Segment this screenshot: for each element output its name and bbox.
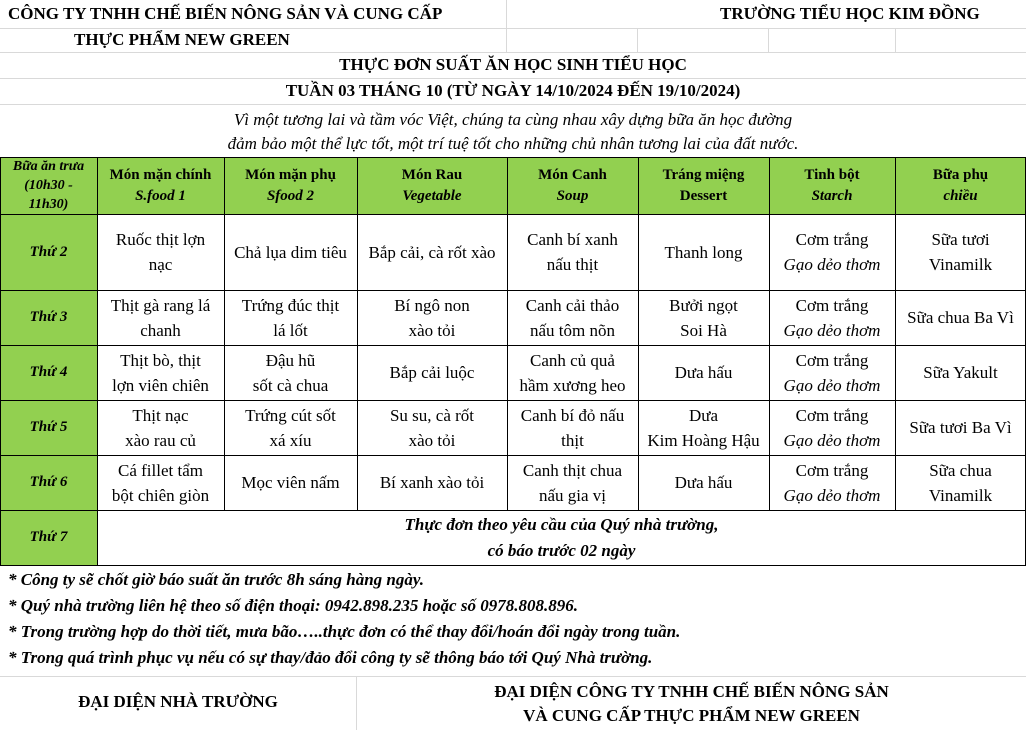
table-border	[0, 565, 1026, 566]
column-header-vegetable: Món Rau Vegetable	[401, 166, 463, 204]
menu-cell-afternoon-snack	[895, 345, 1026, 400]
menu-cell-side-dish	[224, 455, 357, 510]
company-name-line2: THỰC PHẨM NEW GREEN	[74, 30, 290, 49]
note-2: * Quý nhà trường liên hệ theo số điện thoại: 0942.898.235 hoặc số 0978.808.896.	[8, 596, 578, 615]
menu-cell-line: Canh bí xanh	[527, 230, 618, 249]
menu-cell-line: Trứng cút sốt	[245, 405, 336, 425]
menu-cell-line: Gạo dẻo thơm	[783, 430, 881, 450]
menu-cell-vegetable	[357, 214, 507, 290]
table-border	[0, 510, 1026, 511]
day-label: Thứ 5	[29, 419, 68, 435]
menu-cell-line: Thịt bò, thịt	[120, 350, 201, 370]
menu-cell-line: Thanh long	[664, 242, 743, 262]
table-border	[0, 214, 1026, 215]
table-border	[638, 157, 639, 510]
menu-cell-line: Su su, cà rốt	[389, 405, 475, 425]
menu-cell-line: Cơm trắng	[795, 230, 869, 249]
menu-cell-line: Kim Hoàng Hậu	[647, 430, 760, 450]
menu-cell-soup	[507, 345, 638, 400]
gridline	[768, 28, 769, 52]
menu-cell-line: nấu gia vị	[538, 485, 607, 505]
menu-cell-line: Vinamilk	[928, 485, 993, 505]
menu-cell-line: Dưa	[688, 405, 719, 425]
menu-cell-soup	[507, 290, 638, 345]
menu-cell-line: Vinamilk	[928, 255, 993, 274]
menu-cell-soup	[507, 400, 638, 455]
menu-cell-soup	[507, 214, 638, 290]
menu-cell-line: Canh củ quả	[530, 350, 615, 370]
day-label: Thứ 4	[29, 364, 68, 380]
gridline	[895, 28, 896, 52]
table-border	[0, 345, 1026, 346]
menu-cell-soup	[507, 455, 638, 510]
menu-cell-main-dish	[97, 400, 224, 455]
menu-cell-line: Đậu hũ	[265, 350, 316, 370]
menu-cell-starch	[769, 214, 895, 290]
menu-cell-dessert	[638, 290, 769, 345]
menu-cell-line: Dưa hấu	[674, 473, 733, 492]
menu-cell-line: Cơm trắng	[795, 295, 869, 315]
menu-cell-line: Canh cải thảo	[525, 295, 620, 315]
column-header-afternoon-snack: Bữa phụ chiều	[932, 166, 989, 204]
menu-cell-line: thịt	[561, 430, 584, 450]
menu-title: THỰC ĐƠN SUẤT ĂN HỌC SINH TIỂU HỌC	[339, 55, 687, 74]
table-border	[224, 157, 225, 510]
table-border	[0, 290, 1026, 291]
menu-cell-line: Bí ngô non	[394, 295, 470, 315]
menu-cell-line: Cơm trắng	[795, 350, 869, 370]
menu-cell-line: Bí xanh xào tỏi	[379, 473, 485, 492]
menu-cell-line: Dưa hấu	[674, 363, 733, 382]
menu-cell-line: sốt cà chua	[252, 375, 329, 395]
menu-cell-dessert	[638, 345, 769, 400]
menu-cell-side-dish	[224, 214, 357, 290]
menu-cell-afternoon-snack	[895, 214, 1026, 290]
day-label: Thứ 3	[29, 309, 68, 325]
menu-cell-dessert	[638, 400, 769, 455]
menu-cell-line: xá xíu	[269, 430, 312, 450]
day-label-saturday: Thứ 7	[29, 529, 68, 545]
column-header-dessert: Tráng miệng Dessert	[662, 166, 745, 204]
school-representative: ĐẠI DIỆN NHÀ TRƯỜNG	[78, 692, 278, 711]
menu-cell-line: Cơm trắng	[795, 405, 869, 425]
menu-cell-line: Canh thịt chua	[522, 460, 623, 480]
column-header-starch: Tinh bột Starch	[804, 166, 860, 204]
gridline	[0, 78, 1026, 79]
gridline	[637, 28, 638, 52]
menu-cell-line: lợn viên chiên	[112, 375, 209, 395]
menu-cell-main-dish	[97, 290, 224, 345]
menu-cell-line: lá lốt	[273, 320, 308, 340]
menu-cell-line: Chả lụa dim tiêu	[234, 242, 347, 262]
column-header-main-dish: Món mặn chính S.food 1	[109, 166, 212, 204]
menu-cell-main-dish	[97, 455, 224, 510]
menu-cell-line: Trứng đúc thịt	[241, 295, 340, 315]
gridline	[0, 104, 1026, 105]
menu-cell-line: Bắp cải luộc	[389, 363, 475, 382]
menu-cell-vegetable	[357, 400, 507, 455]
day-label: Thứ 2	[29, 243, 68, 260]
week-title: TUẦN 03 THÁNG 10 (TỪ NGÀY 14/10/2024 ĐẾN 19/10/2024)	[285, 81, 741, 100]
menu-cell-vegetable	[357, 290, 507, 345]
gridline	[0, 676, 1026, 677]
menu-cell-line: Sữa chua	[929, 460, 992, 480]
company-representative-line1: ĐẠI DIỆN CÔNG TY TNHH CHẾ BIẾN NÔNG SẢN	[494, 682, 889, 701]
menu-cell-afternoon-snack	[895, 455, 1026, 510]
menu-cell-line: Gạo dẻo thơm	[783, 485, 881, 505]
menu-cell-line: Cơm trắng	[795, 460, 869, 480]
menu-cell-line: nấu tôm nõn	[530, 320, 615, 340]
gridline	[0, 28, 1026, 29]
menu-cell-afternoon-snack	[895, 400, 1026, 455]
gridline	[0, 52, 1026, 53]
table-border	[0, 455, 1026, 456]
menu-cell-afternoon-snack	[895, 290, 1026, 345]
menu-cell-line: Sữa chua Ba Vì	[907, 308, 1014, 327]
menu-cell-line: Bưởi ngọt	[669, 295, 738, 315]
menu-cell-line: Thịt gà rang lá	[110, 295, 211, 315]
menu-cell-line: Gạo dẻo thơm	[783, 255, 881, 274]
table-border	[0, 400, 1026, 401]
gridline	[506, 0, 507, 52]
menu-cell-line: Mọc viên nấm	[241, 473, 340, 492]
menu-cell-starch	[769, 400, 895, 455]
slogan-line2: đảm bảo một thể lực tốt, một trí tuệ tốt cho những chủ nhân tương lai của đất nước.	[227, 134, 799, 153]
column-header-side-dish: Món mặn phụ Sfood 2	[245, 166, 336, 204]
menu-cell-side-dish	[224, 345, 357, 400]
table-border	[357, 157, 358, 510]
menu-cell-starch	[769, 345, 895, 400]
menu-cell-line: xào rau củ	[125, 430, 196, 450]
menu-cell-main-dish	[97, 345, 224, 400]
menu-cell-line: nấu thịt	[546, 255, 599, 274]
school-name: TRƯỜNG TIỂU HỌC KIM ĐỒNG	[720, 4, 980, 23]
menu-cell-line: chanh	[140, 320, 181, 340]
table-border	[769, 157, 770, 510]
menu-cell-vegetable	[357, 345, 507, 400]
company-representative-line2: VÀ CUNG CẤP THỰC PHẨM NEW GREEN	[523, 706, 860, 725]
column-header-soup: Món Canh Soup	[538, 166, 607, 204]
menu-cell-line: hầm xương heo	[519, 375, 626, 395]
menu-cell-main-dish	[97, 214, 224, 290]
menu-cell-line: Canh bí đỏ nấu	[520, 405, 625, 425]
note-3: * Trong trường hợp do thời tiết, mưa bão…..thực đơn có thể thay đổi/hoán đổi ngày trong tuần.	[8, 622, 681, 641]
table-border	[97, 157, 98, 565]
table-border	[895, 157, 896, 510]
menu-cell-line: bột chiên giòn	[111, 485, 210, 505]
company-name-line1: CÔNG TY TNHH CHẾ BIẾN NÔNG SẢN VÀ CUNG CẤP	[8, 4, 443, 23]
menu-cell-line: Sữa tươi	[931, 230, 990, 249]
table-border	[507, 157, 508, 510]
menu-cell-side-dish	[224, 290, 357, 345]
slogan-line1: Vì một tương lai và tầm vóc Việt, chúng ta cùng nhau xây dựng bữa ăn học đường	[233, 110, 793, 129]
menu-cell-side-dish	[224, 400, 357, 455]
menu-cell-line: Sữa tươi Ba Vì	[909, 418, 1012, 437]
menu-cell-line: Ruốc thịt lợn	[115, 230, 206, 249]
menu-cell-line: Gạo dẻo thơm	[783, 320, 881, 340]
menu-cell-dessert	[638, 455, 769, 510]
menu-cell-vegetable	[357, 455, 507, 510]
menu-cell-line: nạc	[148, 255, 173, 274]
menu-cell-line: xào tỏi	[408, 320, 456, 340]
menu-cell-starch	[769, 455, 895, 510]
note-4: * Trong quá trình phục vụ nếu có sự thay/đảo đổi công ty sẽ thông báo tới Quý Nhà trường.	[8, 648, 653, 667]
menu-cell-line: Bắp cải, cà rốt xào	[368, 242, 496, 262]
corner-header: Bữa ăn trưa (10h30 - 11h30)	[12, 159, 85, 212]
menu-cell-line: xào tỏi	[408, 430, 456, 450]
menu-cell-starch	[769, 290, 895, 345]
table-border	[0, 157, 1026, 158]
menu-cell-line: Sữa Yakult	[923, 363, 998, 382]
menu-cell-line: Gạo dẻo thơm	[783, 375, 881, 395]
menu-cell-dessert	[638, 214, 769, 290]
table-border	[0, 157, 1, 565]
day-label: Thứ 6	[29, 474, 68, 490]
note-1: * Công ty sẽ chốt giờ báo suất ăn trước 8h sáng hàng ngày.	[8, 570, 425, 589]
saturday-note: Thực đơn theo yêu cầu của Quý nhà trường, có báo trước 02 ngày	[404, 514, 719, 560]
menu-cell-line: Thịt nạc	[132, 405, 189, 425]
menu-cell-line: Soi Hà	[680, 320, 727, 340]
menu-cell-line: Cá fillet tẩm	[118, 460, 203, 480]
